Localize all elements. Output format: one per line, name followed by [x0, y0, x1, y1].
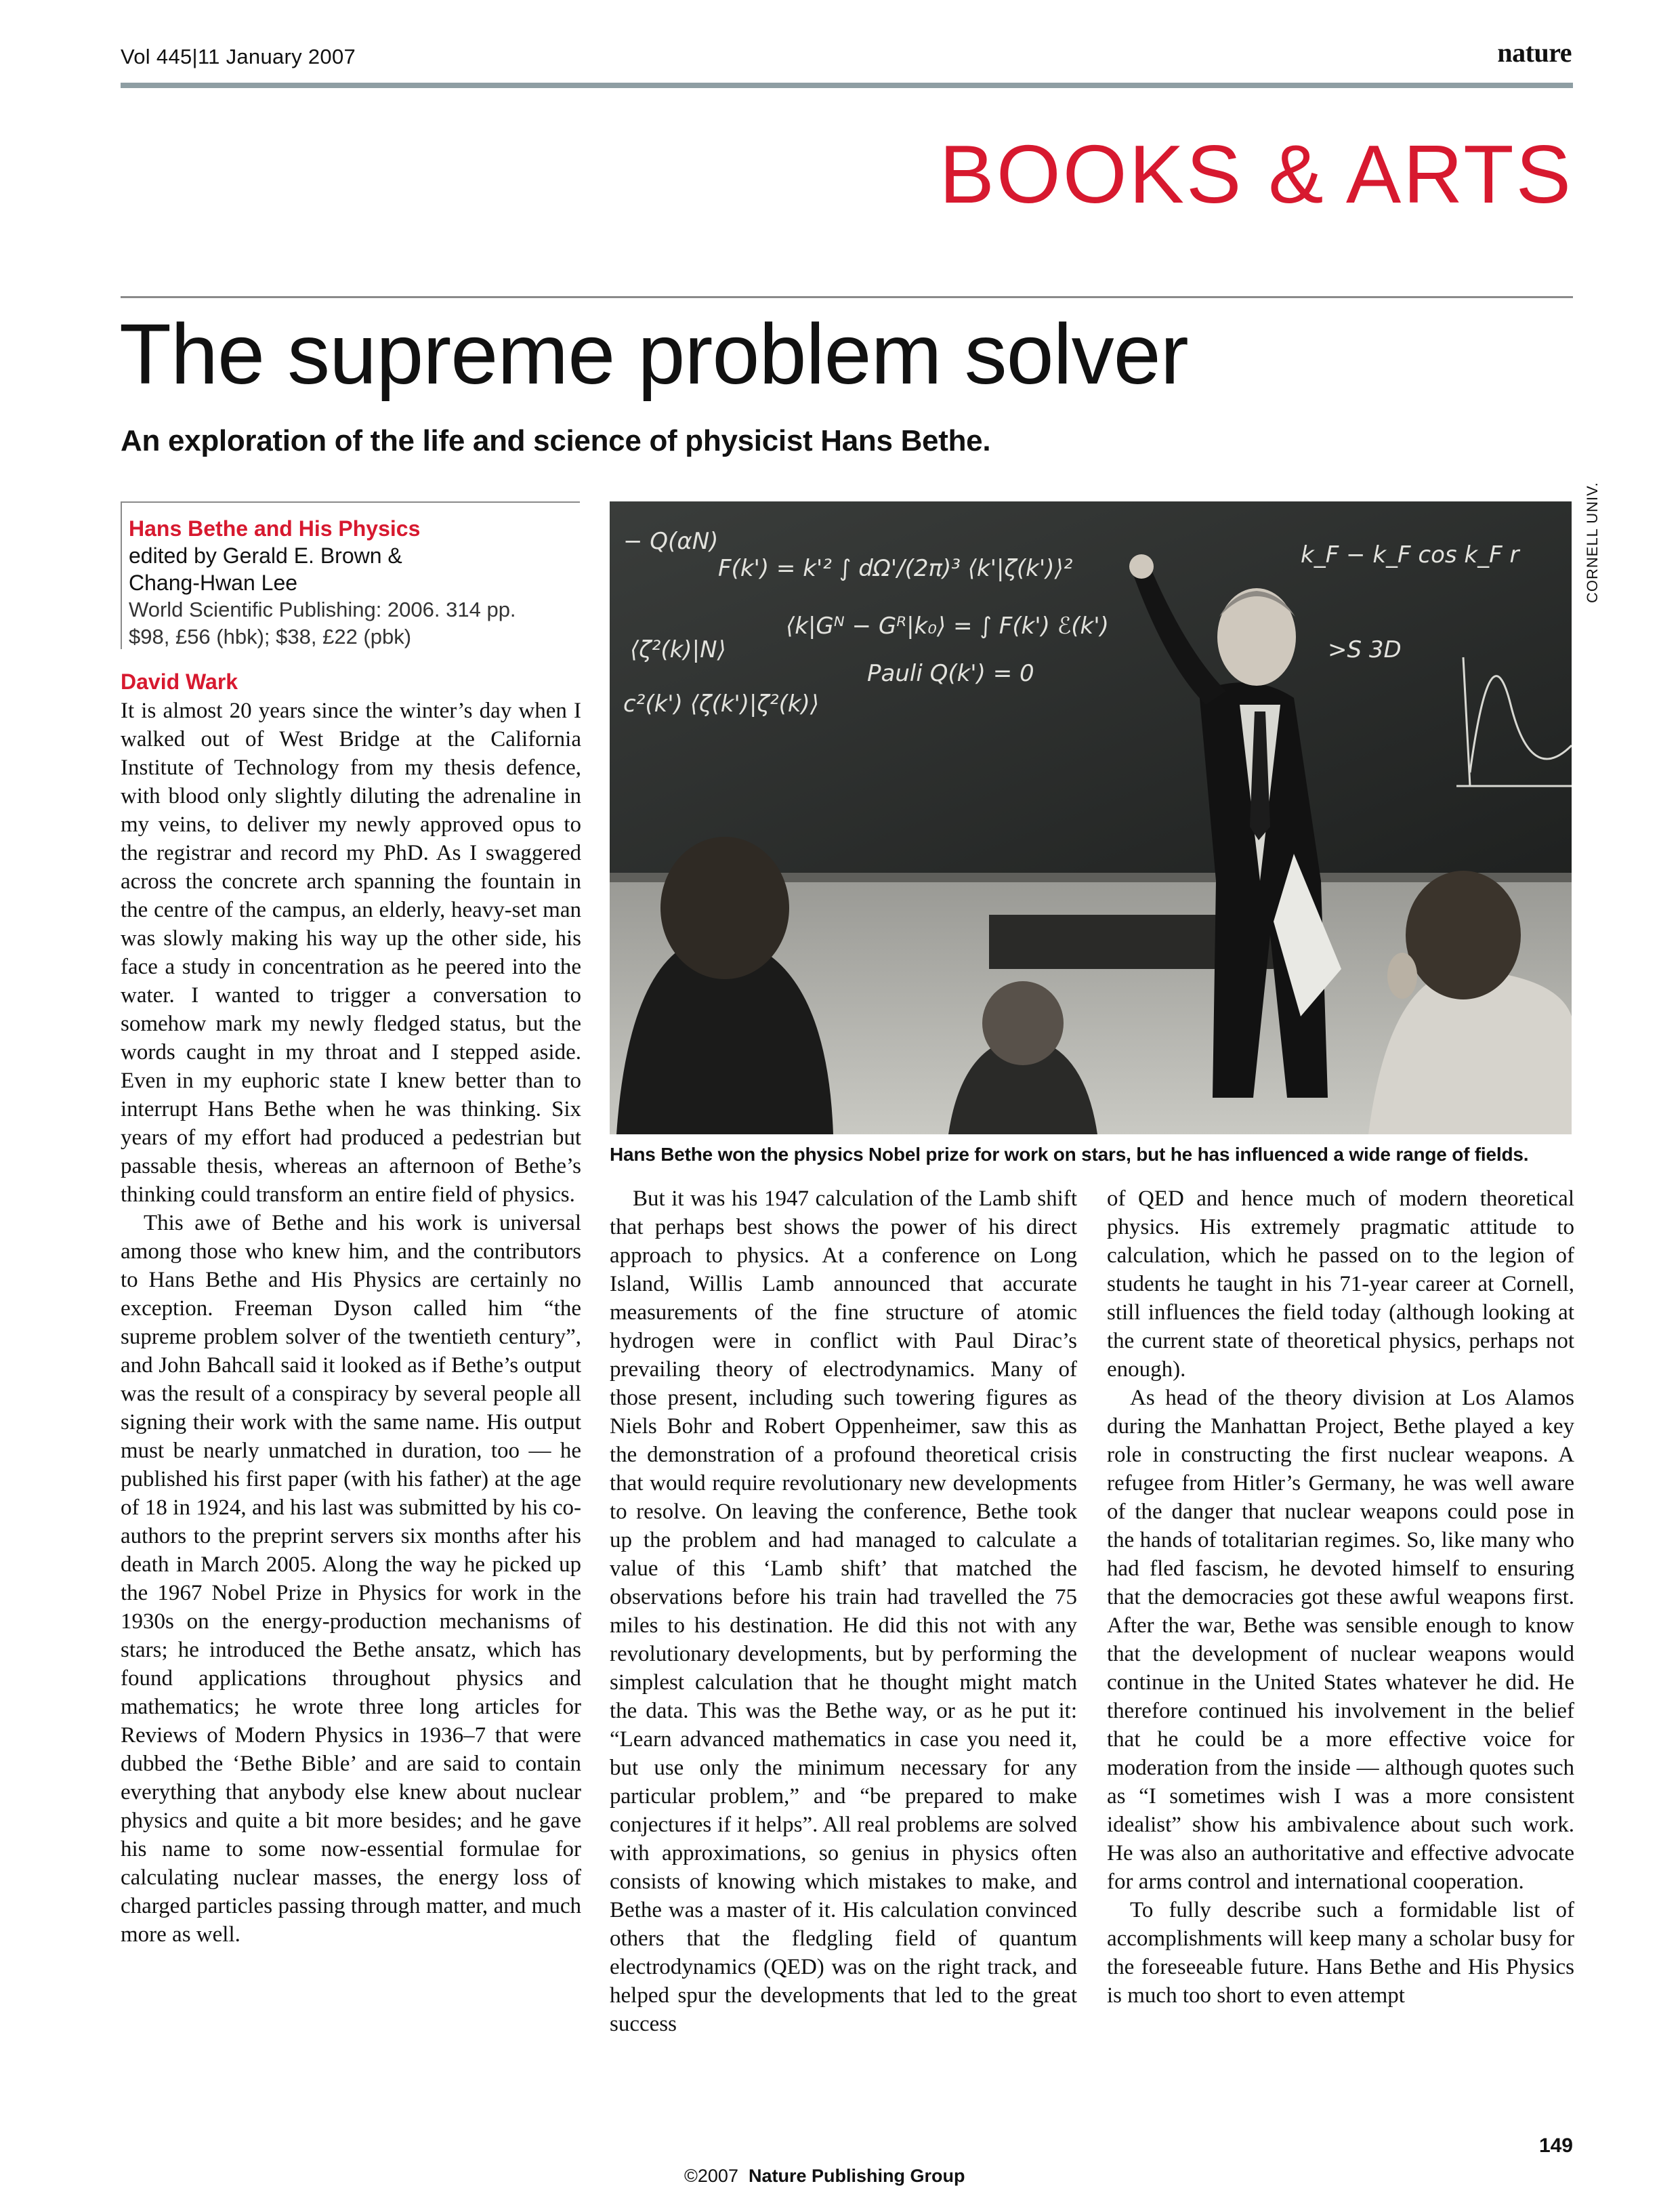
- body-paragraph: This awe of Bethe and his work is universal among those who knew him, and the contributors to Hans Bethe and His Physics are certainly no exception. Freeman Dyson called him “the supreme problem solver of the twentieth century”, and John Bahcall said it looked as if Bethe’s output was the result of a conspiracy by several people all signing their work with the same name. His output must be nearly unmatched in duration, too — he published his first paper (with his father) at the age of 18 in 1924, and his last was submitted by his co-authors to the preprint servers six months after his death in March 2005. Along the way he picked up the 1967 Nobel Prize in Physics for work in the 1930s on the energy-production mechanisms of stars; he introduced the Bethe ansatz, which has found applications throughout physics and mathematics; he wrote three long articles for Reviews of Modern Physics in 1936–7 that were dubbed the ‘Bethe Bible’ and are said to contain everything that anybody else knew about nuclear physics and quite a bit more besides; and he gave his name to some now-essential formulae for calculating nuclear masses, the energy loss of charged particles passing through matter, and much more as well.: [121, 1211, 581, 1947]
- photo-credit: CORNELL UNIV.: [1584, 482, 1601, 603]
- board-formula: ⟨ζ²(k)|N⟩: [630, 636, 726, 663]
- article-subtitle: An exploration of the life and science of physicist Hans Bethe.: [121, 424, 991, 457]
- volume-date: Vol 445|11 January 2007: [121, 45, 356, 68]
- body-column-2: [610, 1184, 1077, 2038]
- board-formula: c²(k') ⟨ζ(k')|ζ²(k)⟩: [623, 690, 820, 718]
- body-column-1: [121, 697, 581, 1949]
- body-paragraph: As head of the theory division at Los Alamos during the Manhattan Project, Bethe played a key role in constructing the first nuclear weapons. A refugee from Hitler’s Germany, he was well aware of the danger that nuclear weapons could pose in the hands of totalitarian regimes. So, like many who had fled fascism, he devoted himself to ensuring that the democracies got these awful weapons first. After the war, Bethe was sensible enough to know that the development of nuclear weapons would continue in the United States whatever he did. He therefore continued his involvement in the belief that he could be a more effective voice for moderation from the inside — although quotes such as “I sometimes wish I was a more consistent idealist” show his ambivalence about such work. He was also an authoritative and effective advocate for arms control and international cooperation.: [1107, 1386, 1574, 1894]
- book-publisher-line1: World Scientific Publishing: 2006. 314 pp.: [129, 598, 516, 621]
- body-column-3: [1107, 1184, 1574, 2010]
- photo-illustration: [610, 501, 1572, 1134]
- body-paragraph: It is almost 20 years since the winter’s day when I walked out of West Bridge at the California Institute of Technology from my thesis defence, with blood only slightly diluting the adrenaline in my veins, to deliver my newly approved opus to the registrar and record my PhD. As I swaggered across the concrete arch spanning the fountain in the centre of the campus, an elderly, heavy-set man was slowly making his way up the other side, his face a study in concentration as he peered into the water. I wanted to trigger a conversation to somehow mark my newly fledged status, but the words caught in my throat and I stepped aside. Even in my euphoric state I knew better than to interrupt Hans Bethe when he was thinking. Six years of my effort had produced a pedestrian but passable thesis, whereas an afternoon of Bethe’s thinking could transform an entire field of physics.: [121, 699, 581, 1207]
- title-rule: [121, 296, 1573, 298]
- book-editors-line2: Chang-Hwan Lee: [129, 571, 298, 595]
- article-title: The supreme problem solver: [119, 306, 1188, 402]
- board-formula: − Q(αN): [623, 528, 719, 555]
- footer-copyright: [684, 2166, 965, 2187]
- section-title: BOOKS & ARTS: [939, 128, 1573, 220]
- body-paragraph: of QED and hence much of modern theoretical physics. His extremely pragmatic attitude to calculation, which he passed on to the legion of students he taught in his 71-year career at Cornell, still influences the field today (although looking at the current state of theoretical physics, perhaps not enough).: [1107, 1186, 1574, 1382]
- book-editors-line1: edited by Gerald E. Brown &: [129, 543, 402, 568]
- board-formula: Pauli Q(k') = 0: [867, 660, 1034, 687]
- publisher-name: Nature Publishing Group: [748, 2166, 965, 2186]
- body-paragraph: But it was his 1947 calculation of the Lamb shift that perhaps best shows the power of his direct approach to physics. At a conference on Long Island, Willis Lamb announced that accurate measurements of the fine structure of atomic hydrogen were in conflict with Paul Dirac’s prevailing theory of electrodynamics. Many of those present, including such towering figures as Niels Bohr and Robert Oppenheimer, saw this as the demonstration of a profound theoretical crisis that would require revolutionary new developments to resolve. On leaving the conference, Bethe took up the problem and had managed to calculate a value of this ‘Lamb shift’ that matched the observations before his train had travelled the 75 miles to his destination. He did this not with any revolutionary developments, but by performing the simplest calculation that he thought might match the data. This was the Bethe way, or as he put it: “Learn advanced mathematics in case you need it, but use only the minimum necessary for any particular problem,” and “be prepared to make conjectures if it helps”. All real problems are solved with approximations, so genius in physics often consists of knowing which mistakes to make, and Bethe was a master of it. His calculation convinced others that the fledgling field of quantum electrodynamics (QED) was on the right track, and helped spur the developments that led to the great success: [610, 1186, 1077, 2036]
- lecture-photo: [610, 501, 1572, 1134]
- journal-logo: nature: [1497, 37, 1572, 68]
- copyright-year: ©2007: [684, 2166, 738, 2186]
- board-formula: >S 3D: [1328, 636, 1402, 663]
- article-author: David Wark: [121, 669, 238, 694]
- photo-caption: Hans Bethe won the physics Nobel prize for work on stars, but he has influenced a wide range of fields.: [610, 1144, 1529, 1165]
- board-formula: F(k') = k'² ∫ dΩ'/(2π)³ ⟨k'|ζ(k')⟩²: [718, 555, 1073, 582]
- body-paragraph: To fully describe such a formidable list of accomplishments will keep many a scholar busy for the foreseeable future. Hans Bethe and His Physics is much too short to even attempt: [1107, 1898, 1574, 2008]
- book-title: Hans Bethe and His Physics: [129, 516, 421, 541]
- book-info-box: [121, 501, 580, 649]
- book-publisher-line2: $98, £56 (hbk); $38, £22 (pbk): [129, 625, 412, 648]
- page-number: 149: [1538, 2134, 1573, 2157]
- header-rule: [121, 83, 1573, 88]
- board-formula: ⟨k|Gᴺ − Gᴿ|k₀⟩ = ∫ F(k') ℰ(k'): [786, 613, 1109, 640]
- board-formula: k_F − k_F cos k_F r: [1301, 541, 1519, 569]
